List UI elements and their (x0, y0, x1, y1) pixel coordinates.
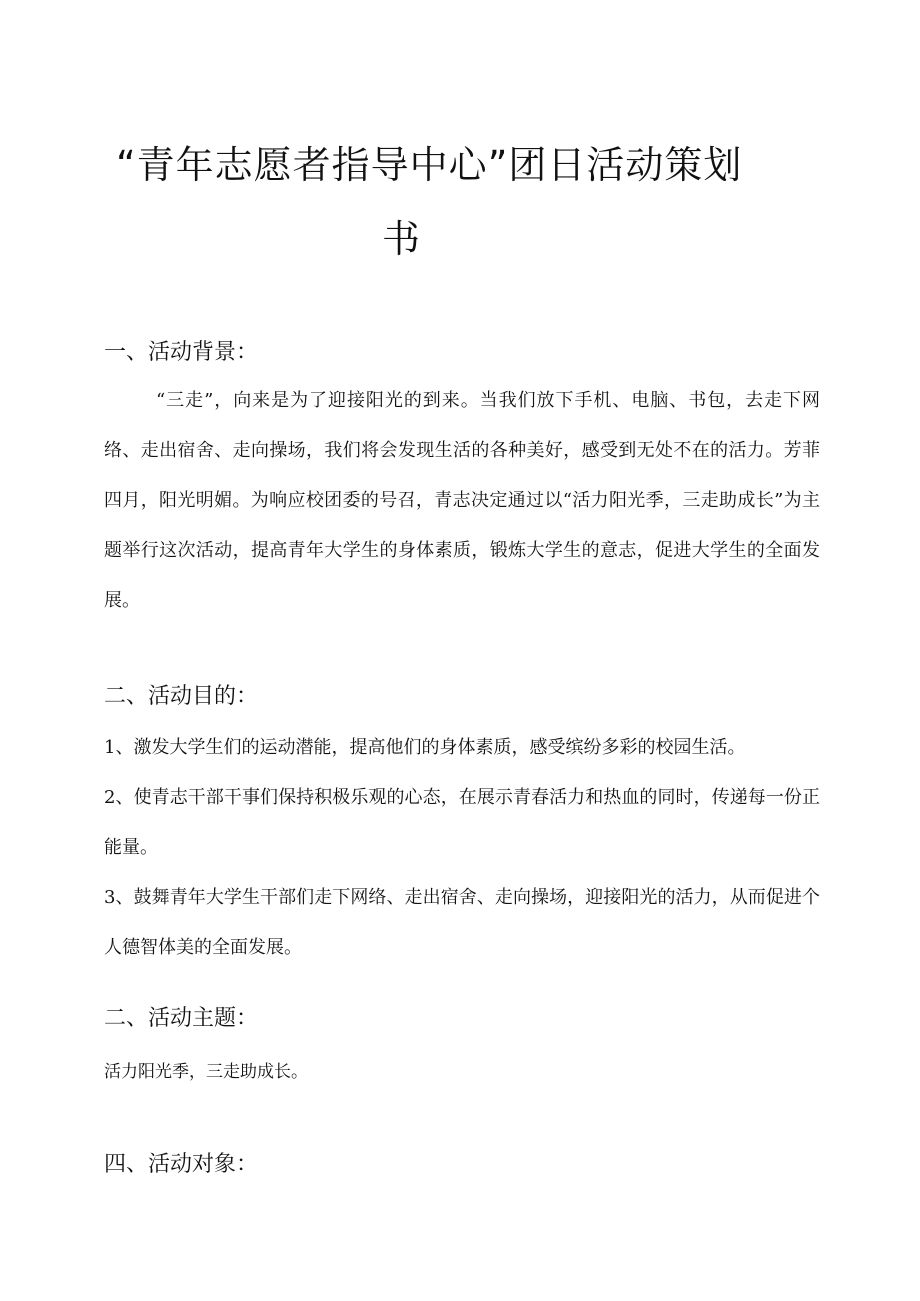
theme-text: 活力阳光季，三走助成长。 (104, 1062, 308, 1082)
purpose-item-3: 3、鼓舞青年大学生干部们走下网络、走出宿舍、走向操场，迎接阳光的活力，从而促进个人德智体美的全面发展。 (104, 887, 820, 958)
purpose-item-2: 2、使青志干部干事们保持积极乐观的心态，在展示青春活力和热血的同时，传递每一份正能量。 (104, 787, 820, 858)
purpose-item-1: 1、激发大学生们的运动潜能，提高他们的身体素质，感受缤纷多彩的校园生活。 (104, 737, 746, 758)
section-heading-background: 一、活动背景： (104, 340, 259, 365)
section-paragraph-background: “三走”，向来是为了迎接阳光的到来。当我们放下手机、电脑、书包，去走下网络、走出宿舍、走向操场，我们将会发现生活的各种美好，感受到无处不在的活力。芳菲四月，阳光明媚。为响应校团委的号召，青志决定通过以“活力阳光季，三走助成长”为主题举行这次活动，提高青年大学生的身体素质，锻炼大学生的意志，促进大学生的全面发展。 (104, 390, 820, 611)
document-title-line-2: 书 (382, 217, 422, 261)
section-heading-audience: 四、活动对象： (104, 1152, 259, 1177)
document-title-line-1: “青年志愿者指导中心”团日活动策划 (116, 143, 743, 187)
section-heading-theme: 二、活动主题： (104, 1006, 259, 1031)
section-heading-purpose: 二、活动目的： (104, 684, 259, 709)
